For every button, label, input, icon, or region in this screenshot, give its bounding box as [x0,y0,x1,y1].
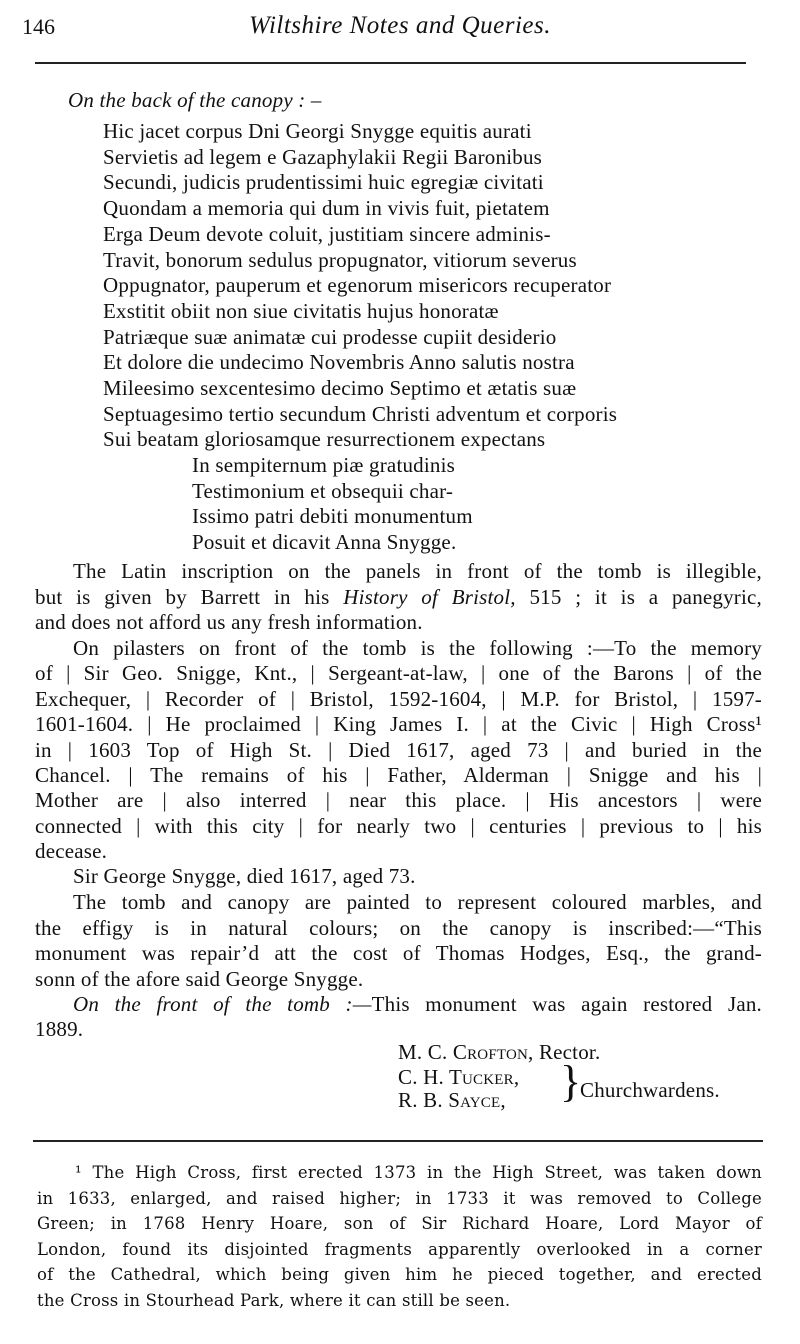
text-line: Septuagesimo tertio secundum Christi adventum et corporis [103,401,618,426]
para1-line: and does not afford us any fresh information. [35,610,423,634]
text-line: Exchequer, | Recorder of | Bristol, 1592-1604, | M.P. for Bristol, | 1597- [35,686,762,711]
warden-2: R. B. Sayce, [398,1088,506,1112]
text-line: On pilasters on front of the tomb is the following :—To the memory [73,636,762,660]
para1-line: The Latin inscription on the panels in front of the tomb is illegible, [73,559,762,583]
text-line: in | 1603 Top of High St. | Died 1617, aged 73 | and buried in the [35,737,762,762]
page-number: 146 [22,14,55,39]
text-line: monument was repair’d att the cost of Thomas Hodges, Esq., the grand- [35,941,762,965]
footnote-line: of the Cathedral, which being given him he pieced together, and erected [37,1265,762,1285]
para5-line [73,992,762,1018]
footnote [37,1160,762,1314]
canopy-heading: On the back of the canopy : – [68,88,322,112]
text-line: sonn of the afore said George Snygge. [35,966,364,991]
text-line: Exstitit obiit non siue civitatis hujus honoratæ [103,298,499,323]
text-line: Mother are | also interred | near this place. | His ancestors | were [35,788,762,813]
text-line: decease. [35,839,108,864]
para3: Sir George Snygge, died 1617, aged 73. [73,864,416,888]
para5-line: 1889. [35,1017,84,1041]
text-line: Et dolore die undecimo Novembris Anno salutis nostra [103,350,575,375]
footnote-line: in 1633, enlarged, and raised higher; in 1733 it was removed to College [37,1188,762,1208]
text-line: 1601-1604. | He proclaimed | King James I. | at the Civic | High Cross¹ [35,712,762,737]
text-line: Issimo patri debiti monumentum [192,504,473,529]
rector-name: M. C. Crofton, [398,1040,534,1064]
footnote-rule [33,1140,763,1142]
text-line: of | Sir Geo. Snigge, Knt., | Sergeant-at-law, | one of the Barons | of the [35,661,762,686]
text: but is given by Barrett in his [35,585,330,609]
text-line: The tomb and canopy are painted to represent coloured marbles, and [73,890,762,914]
italic-lead: On the front of the tomb :— [73,992,372,1016]
text-line: Chancel. | The remains of his | Father, Alderman | Snigge and his | [35,763,762,787]
text-line: Servietis ad legem e Gazaphylakii Regii Baronibus [103,144,543,169]
text-line: Travit, bonorum sedulus propugnator, vitiorum severus [103,247,577,272]
text-line: connected | with this city | for nearly two | centuries | previous to | his [35,813,762,838]
rector-title: Rector. [538,1040,601,1064]
header-rule [35,62,746,64]
running-title: Wiltshire Notes and Queries. [249,12,551,39]
footnote-line: the Cross in Stourhead Park, where it can still be seen. [37,1290,511,1310]
footnote-line: Green; in 1768 Henry Hoare, son of Sir Richard Hoare, Lord Mayor of [37,1214,762,1234]
warden-1: C. H. Tucker, [398,1065,520,1089]
para1-line [35,585,762,611]
text-line: Oppugnator, pauperum et egenorum misericors recuperator [103,273,612,298]
wardens-title: Churchwardens. [580,1078,720,1102]
text-line: Posuit et dicavit Anna Snygge. [192,530,457,555]
text-line: Mileesimo sexcentesimo decimo Septimo et ætatis suæ [103,376,577,400]
text: 515 ; it is a panegyric, [529,585,763,609]
book-title: History of Bristol, [343,585,516,609]
text-line: Sui beatam gloriosamque resurrectionem expectans [103,427,546,452]
text: This monument was again restored Jan. [371,992,762,1016]
text-line: Testimonium et obsequii char- [192,478,454,503]
text-line: Hic jacet corpus Dni Georgi Snygge equitis aurati [103,119,532,143]
text-line: Erga Deum devote coluit, justitiam sincere adminis- [103,221,551,246]
text-line: the effigy is in natural colours; on the canopy is inscribed:—“This [35,915,762,940]
text-line: Secundi, judicis prudentissimi huic egregiæ civitati [103,170,544,195]
text-line: In sempiternum piæ gratudinis [192,453,456,477]
footnote-line: ¹ The High Cross, first erected 1373 in the High Street, was taken down [75,1163,762,1182]
footnote-line: London, found its disjointed fragments apparently overlooked in a corner [37,1239,762,1259]
text-line: Patriæque suæ animatæ cui prodesse cupiit desiderio [103,324,557,349]
text-line: Quondam a memoria qui dum in vivis fuit, pietatem [103,196,550,221]
brace: } [560,1057,582,1106]
